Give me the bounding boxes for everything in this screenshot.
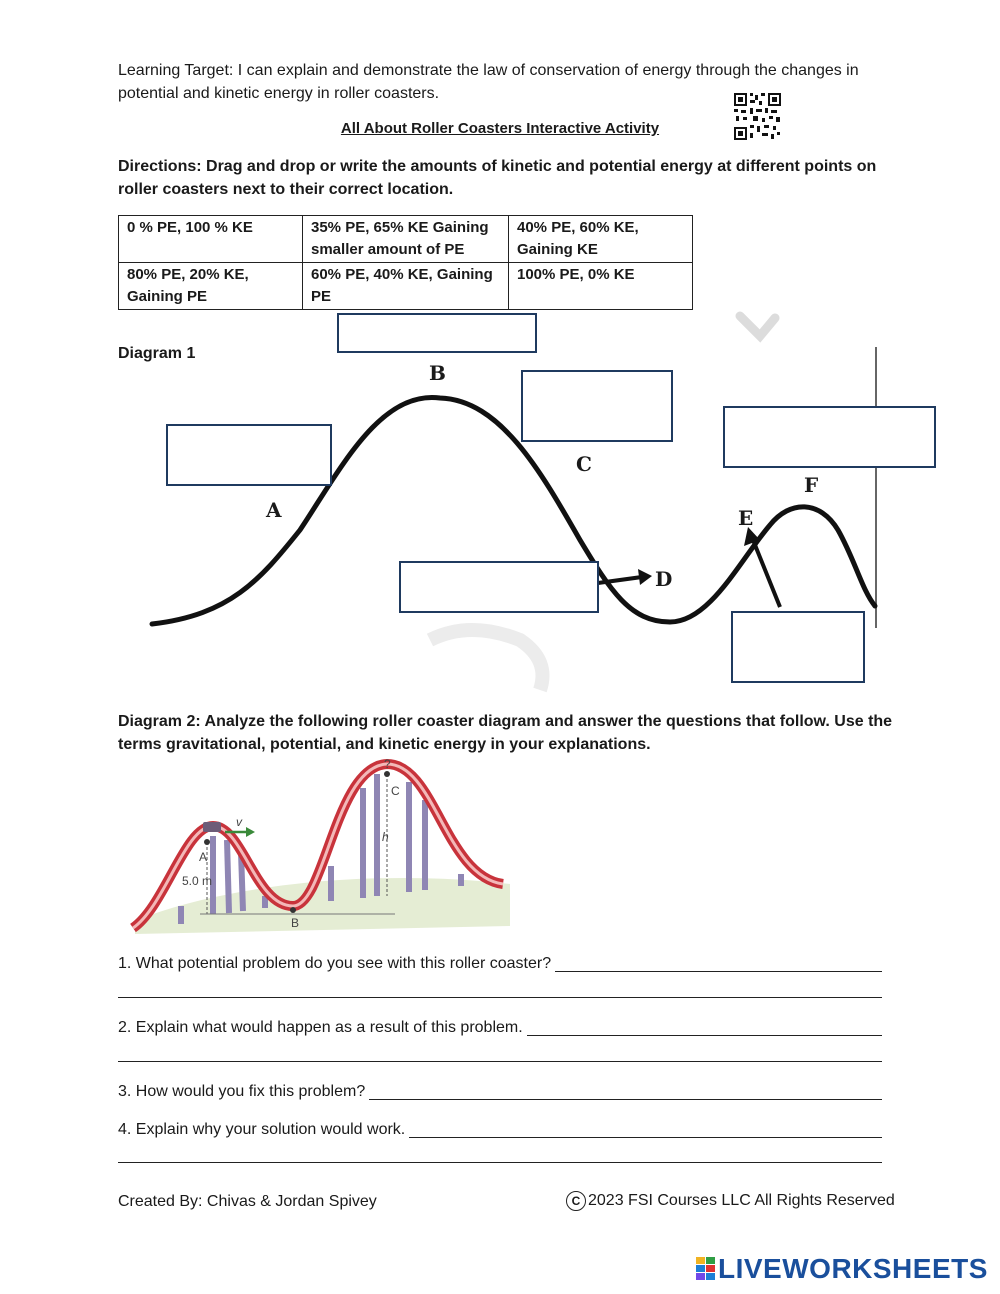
learning-target: Learning Target: I can explain and demonstrate the law of conservation of energy through the changes in potential and kinetic energy in roller coasters. xyxy=(118,62,859,102)
created-by: Created By: Chivas & Jordan Spivey xyxy=(118,1193,377,1210)
diagram1-label: Diagram 1 xyxy=(118,345,196,362)
diagram2-height-h: h xyxy=(382,830,389,844)
watermark-chevron-icon xyxy=(740,316,775,336)
velocity-arrow-icon xyxy=(246,827,255,837)
liveworksheets-brand: LIVEWORKSHEETS xyxy=(718,1253,988,1284)
point-label-d: D xyxy=(655,567,673,591)
copyright-icon: C xyxy=(566,1191,586,1211)
drop-box-a[interactable] xyxy=(166,424,332,486)
diagram2-question-mark: ? xyxy=(384,757,391,771)
drop-box-d[interactable] xyxy=(399,561,599,613)
option-cell[interactable]: 35% PE, 65% KE Gaining smaller amount of PE xyxy=(303,216,509,263)
activity-title: All About Roller Coasters Interactive Activity xyxy=(340,120,660,137)
arrow-e-line xyxy=(753,540,780,607)
drop-box-b[interactable] xyxy=(337,313,537,353)
option-cell[interactable]: 80% PE, 20% KE, Gaining PE xyxy=(119,263,303,310)
liveworksheets-logo[interactable] xyxy=(696,1253,988,1285)
energy-options-table xyxy=(118,215,693,310)
arrow-d-head-icon xyxy=(638,569,652,585)
coaster-car-icon xyxy=(203,822,221,832)
diagram2-instructions: Diagram 2: Analyze the following roller coaster diagram and answer the questions that follow. Use the terms gravitational, potential, and kinetic energy in your explanations. xyxy=(118,713,893,753)
option-cell[interactable]: 100% PE, 0% KE xyxy=(509,263,693,310)
answer-line-2b[interactable] xyxy=(118,1061,882,1062)
copyright-text: 2023 FSI Courses LLC All Rights Reserved xyxy=(588,1192,895,1209)
copyright-notice xyxy=(566,1191,895,1211)
question-4: 4. Explain why your solution would work. xyxy=(118,1121,409,1139)
point-label-b: B xyxy=(429,361,446,385)
drop-box-f[interactable] xyxy=(723,406,936,468)
diagram2-point-b: B xyxy=(291,916,300,930)
question-1: 1. What potential problem do you see with this roller coaster? xyxy=(118,955,555,973)
option-cell[interactable]: 40% PE, 60% KE, Gaining KE xyxy=(509,216,693,263)
answer-line-4b[interactable] xyxy=(118,1162,882,1163)
question-3: 3. How would you fix this problem? xyxy=(118,1083,369,1101)
table-row xyxy=(119,216,693,263)
option-cell[interactable]: 60% PE, 40% KE, Gaining PE xyxy=(303,263,509,310)
diagram2-point-a: A xyxy=(199,850,208,864)
liveworksheets-blocks-icon xyxy=(696,1257,716,1281)
directions: Directions: Drag and drop or write the amounts of kinetic and potential energy at different points on roller coasters next to their correct location. xyxy=(118,158,877,198)
diagram2-coaster-image xyxy=(125,756,515,936)
drop-box-e[interactable] xyxy=(731,611,865,683)
point-label-f: F xyxy=(804,473,819,497)
answer-line-1b[interactable] xyxy=(118,997,882,998)
point-label-e: E xyxy=(738,506,754,530)
diagram2-velocity-label: v xyxy=(236,815,242,829)
watermark-mark xyxy=(430,630,543,690)
diagram2-point-c: C xyxy=(391,784,400,798)
option-cell[interactable]: 0 % PE, 100 % KE xyxy=(119,216,303,263)
diagram2-height-label: 5.0 m xyxy=(182,874,213,888)
drop-box-c[interactable] xyxy=(521,370,673,442)
point-label-a: A xyxy=(266,498,282,522)
point-label-c: C xyxy=(576,452,592,476)
question-2: 2. Explain what would happen as a result of this problem. xyxy=(118,1019,527,1037)
